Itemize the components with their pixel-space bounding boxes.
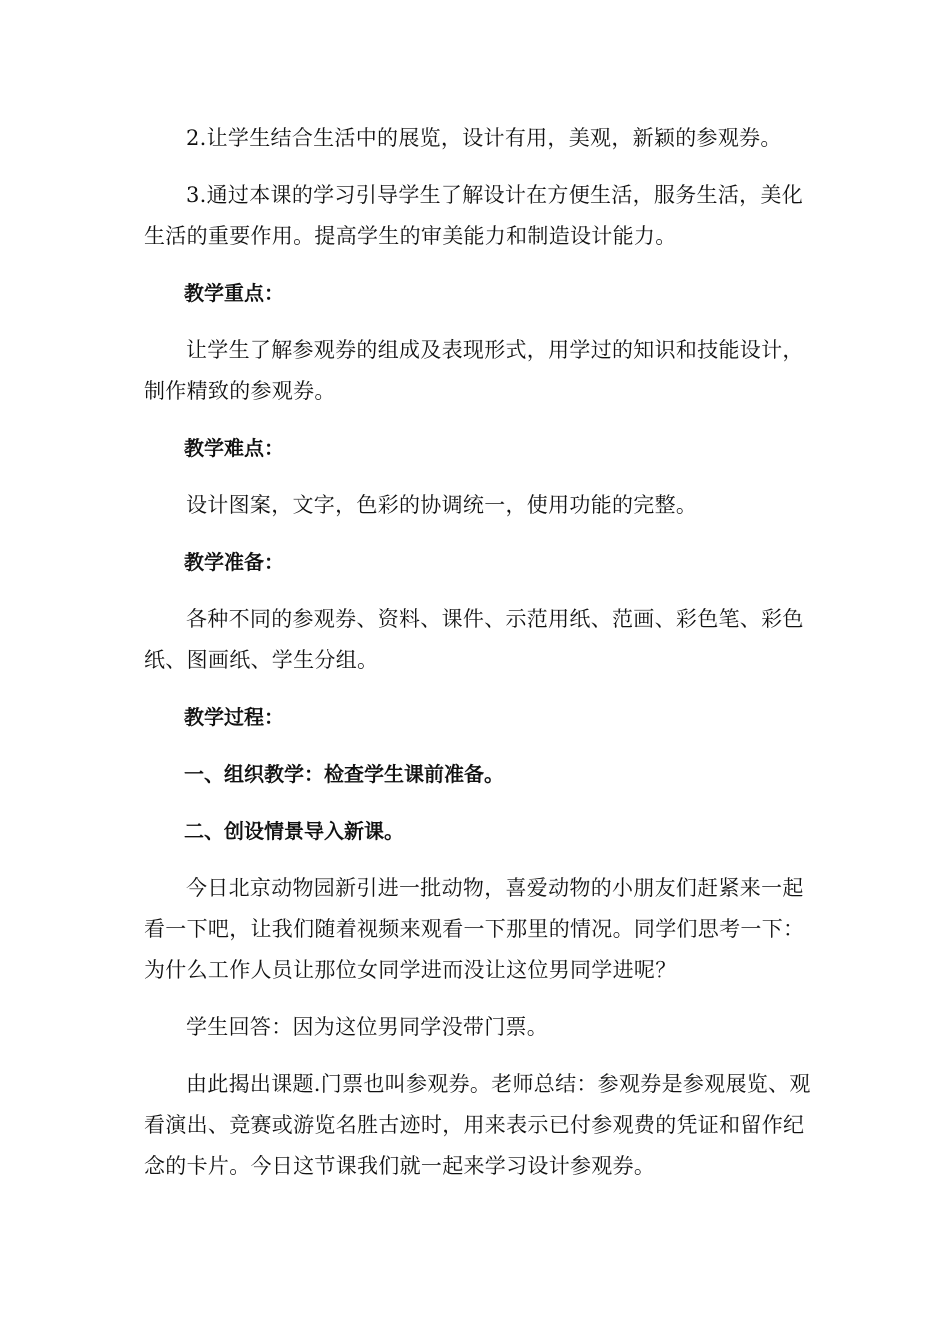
teacher-summary-text: 由此揭出课题.门票也叫参观券。老师总结：参观券是参观展览、观看演出、竞赛或游览名胜古迹时，用来表示已付参观费的凭证和留作纪念的卡片。今日这节课我们就一起来学习设计参观券。 (144, 1072, 811, 1178)
intro-scenario-text: 今日北京动物园新引进一批动物，喜爱动物的小朋友们赶紧来一起看一下吧，让我们随着视频来观看一下那里的情况。同学们思考一下：为什么工作人员让那位女同学进而没让这位男同学进呢？ (144, 876, 805, 982)
heading-preparation: 教学准备： (184, 550, 284, 574)
objective-2: 2.让学生结合生活中的展览，设计有用，美观，新颖的参观券。 (186, 126, 782, 150)
heading-difficulties: 教学难点： (184, 436, 284, 460)
heading-process: 教学过程： (184, 705, 284, 729)
student-answer-text: 学生回答：因为这位男同学没带门票。 (186, 1015, 549, 1039)
key-points-text: 让学生了解参观券的组成及表现形式，用学过的知识和技能设计，制作精致的参观券。 (144, 338, 804, 403)
preparation-text: 各种不同的参观券、资料、课件、示范用纸、范画、彩色笔、彩色纸、图画纸、学生分组。 (144, 607, 804, 672)
document-body (144, 118, 814, 1187)
step-2-heading: 二、创设情景导入新课。 (184, 819, 404, 843)
difficulties-text: 设计图案，文字，色彩的协调统一，使用功能的完整。 (186, 493, 698, 517)
step-1-heading: 一、组织教学：检查学生课前准备。 (184, 762, 504, 786)
heading-key-points: 教学重点： (184, 281, 284, 305)
objective-3: 3.通过本课的学习引导学生了解设计在方便生活，服务生活，美化生活的重要作用。提高学生的审美能力和制造设计能力。 (144, 183, 804, 248)
